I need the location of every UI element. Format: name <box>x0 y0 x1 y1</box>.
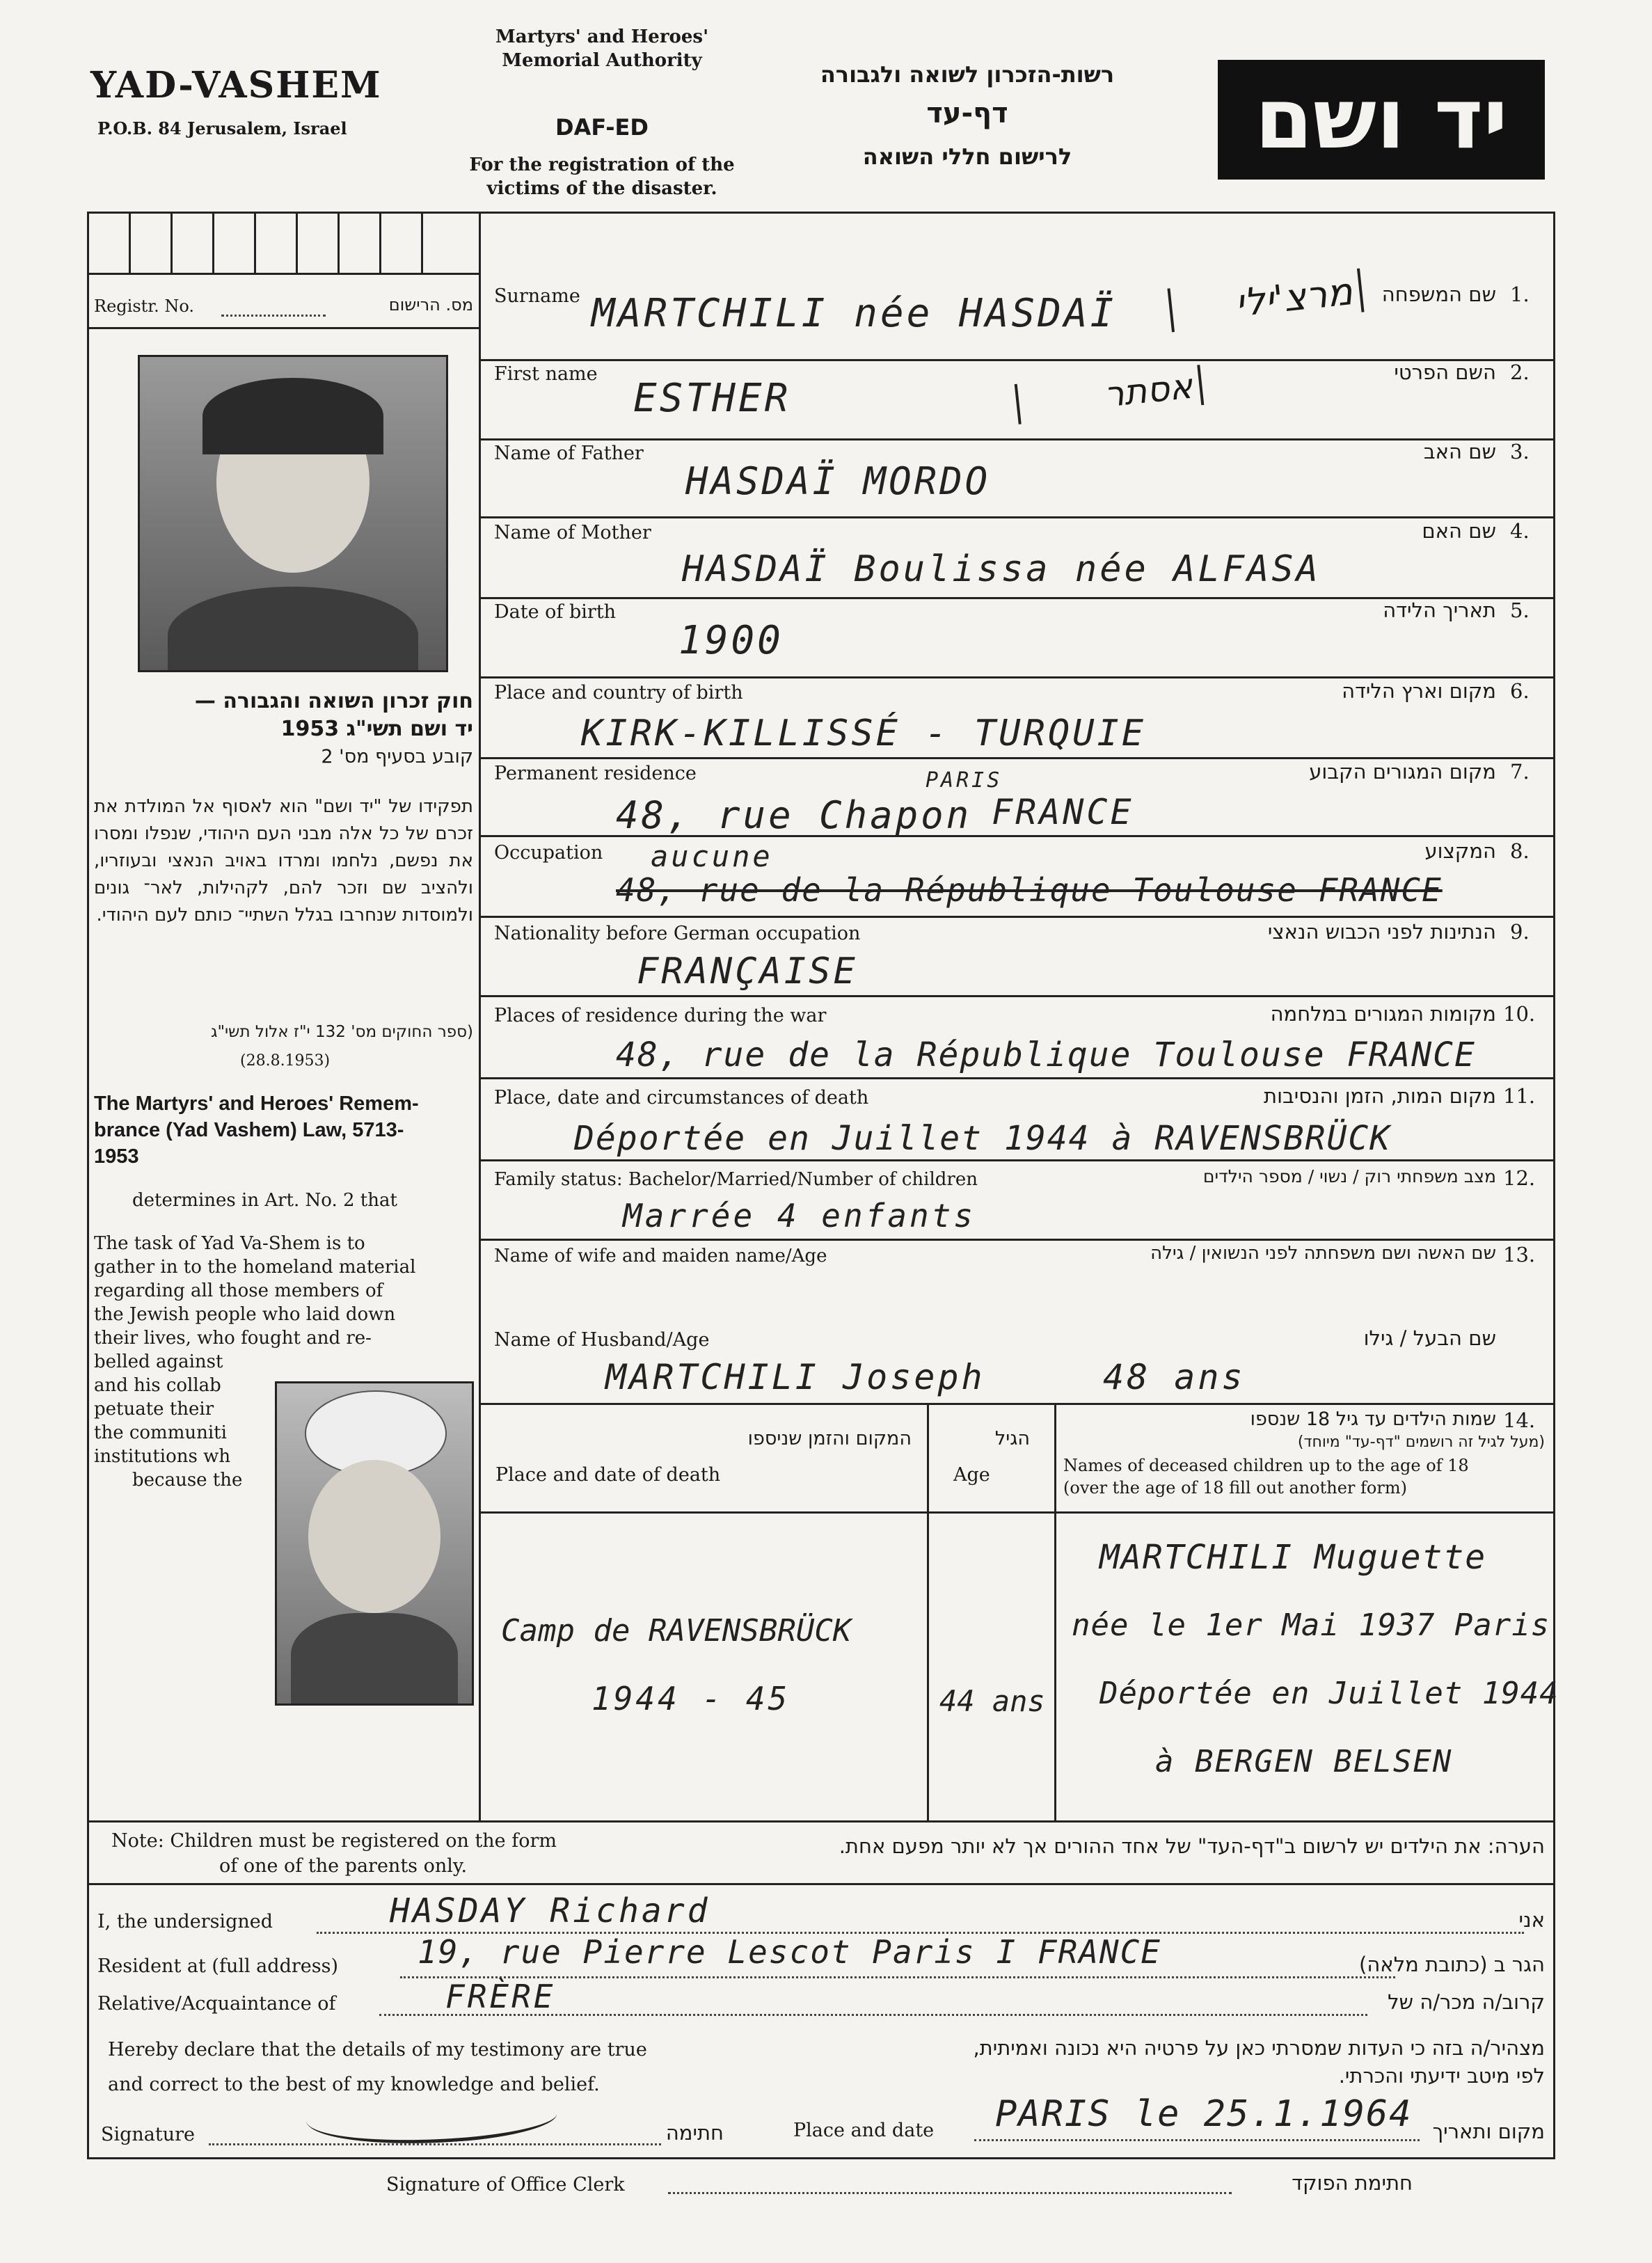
law-en-5: their lives, who fought and re- <box>94 1328 372 1349</box>
heb-daf-ed: דף-עד <box>926 97 1008 129</box>
note-en-1: Note: Children must be registered on the form <box>111 1830 557 1852</box>
field-nationality-label: Nationality before German occupation <box>494 923 861 944</box>
field-surname-heb: שם המשפחה <box>1381 283 1496 306</box>
resident-heb: הגר ב (כתובת מלאה) <box>1359 1953 1545 1976</box>
law-heb-ref: (ספר החוקים מס' 132 י"ז אלול תשי"ג <box>210 1023 473 1041</box>
org-title: YAD-VASHEM <box>90 64 382 106</box>
field-occupation-struck: 48, rue de la République Toulouse FRANCE <box>616 871 1443 909</box>
place-date-value[interactable]: PARIS le 25.1.1964 <box>995 2093 1413 2135</box>
law-en-10: institutions wh <box>94 1446 231 1467</box>
child-place-death[interactable]: Camp de RAVENSBRÜCK <box>501 1613 852 1649</box>
field-family-value[interactable]: Marrée 4 enfants <box>623 1197 976 1234</box>
field-death-value[interactable]: Déportée en Juillet 1944 à RAVENSBRÜCK <box>574 1119 1392 1158</box>
registr-label: Registr. No. <box>94 296 195 316</box>
child-date-death[interactable]: 1944 - 45 <box>591 1680 791 1717</box>
field-surname-label: Surname <box>494 285 580 307</box>
law-heb-title: חוק זכרון השואה והגבורה — <box>194 689 473 713</box>
relative-heb: קרוב/ה מכר/ה של <box>1388 1990 1545 2014</box>
center-line2: Memorial Authority <box>502 50 702 71</box>
undersigned-value[interactable]: HASDAY Richard <box>390 1891 710 1930</box>
field-residence-city[interactable]: PARIS <box>926 768 1003 793</box>
field-mother-num: 4. <box>1510 519 1530 543</box>
law-en-11: because the <box>132 1470 243 1491</box>
field-residence-num: 7. <box>1510 760 1530 784</box>
field-father-value[interactable]: HASDAÏ MORDO <box>685 459 991 503</box>
law-en-title-2: brance (Yad Vashem) Law, 5713- <box>94 1119 404 1141</box>
law-en-3: regarding all those members of <box>94 1280 383 1301</box>
field-firstname-label: First name <box>494 363 598 385</box>
photo-esther <box>138 355 448 672</box>
hereby-heb-2: לפי מיטב ידיעתי והכרתי. <box>1338 2064 1545 2088</box>
daf-ed-title: DAF-ED <box>555 114 649 141</box>
heb-registration: לרישום חללי השואה <box>862 143 1072 170</box>
yad-vashem-logo <box>1218 60 1545 180</box>
hereby-1: Hereby declare that the details of my testimony are true <box>108 2039 647 2060</box>
field-family-heb: מצב משפחתי רוק / נשוי / מספר הילדים <box>1202 1166 1496 1186</box>
center-line1: Martyrs' and Heroes' <box>495 26 709 47</box>
field-surname-value[interactable]: MARTCHILI née HASDAÏ <box>591 291 1117 336</box>
field-surname-note: מרצ'ילי <box>1167 269 1364 333</box>
undersigned-label: I, the undersigned <box>97 1911 273 1932</box>
field-death-heb: מקום המות, הזמן והנסיבות <box>1264 1084 1496 1108</box>
field-firstname-heb: השם הפרטי <box>1394 360 1496 384</box>
field-war-residence-value[interactable]: 48, rue de la République Toulouse FRANCE <box>616 1035 1476 1074</box>
center-line3: For the registration of the <box>469 154 735 175</box>
resident-label: Resident at (full address) <box>97 1955 338 1977</box>
law-en-7: and his collab <box>94 1375 221 1396</box>
child-camp[interactable]: à BERGEN BELSEN <box>1155 1744 1453 1779</box>
note-heb: הערה: את הילדים יש לרשום ב"דף-העד" של אחד ההורים אך לא יותר מפעם אחת. <box>839 1834 1545 1858</box>
field-birthplace-label: Place and country of birth <box>494 682 743 704</box>
children-age-heb: הגיל <box>994 1428 1030 1450</box>
field-war-residence-num: 10. <box>1503 1002 1536 1026</box>
law-en-title-1: The Martyrs' and Heroes' Remem- <box>94 1093 419 1115</box>
resident-value[interactable]: 19, rue Pierre Lescot Paris I FRANCE <box>418 1933 1161 1971</box>
law-en-2: gather in to the homeland material <box>94 1257 416 1278</box>
field-residence-country[interactable]: FRANCE <box>992 792 1134 832</box>
field-husband-label: Name of Husband/Age <box>494 1329 710 1351</box>
hereby-2: and correct to the best of my knowledge and belief. <box>108 2074 600 2095</box>
field-dob-value[interactable]: 1900 <box>678 618 784 663</box>
clerk-heb: חתימת הפוקד <box>1292 2171 1413 2195</box>
field-mother-heb: שם האם <box>1422 519 1496 543</box>
field-nationality-heb: הנתינות לפני הכבוש הנאצי <box>1267 920 1496 944</box>
field-husband-heb: שם הבעל / גילו <box>1363 1326 1496 1350</box>
field-dob-label: Date of birth <box>494 601 617 623</box>
photo-child <box>275 1381 474 1706</box>
law-en-6: belled against <box>94 1351 223 1372</box>
note-en-2: of one of the parents only. <box>219 1855 468 1877</box>
law-en-8: petuate their <box>94 1399 214 1420</box>
org-address: P.O.B. 84 Jerusalem, Israel <box>97 118 347 138</box>
field-birthplace-num: 6. <box>1510 679 1530 703</box>
field-firstname-num: 2. <box>1510 360 1530 384</box>
field-father-label: Name of Father <box>494 443 644 464</box>
field-father-num: 3. <box>1510 440 1530 463</box>
child-deported[interactable]: Déportée en Juillet 1944 <box>1099 1676 1559 1711</box>
field-husband-value[interactable]: MARTCHILI Joseph <box>605 1357 985 1397</box>
signature-heb: חתימה <box>665 2121 724 2145</box>
undersigned-heb: אני <box>1518 1908 1545 1932</box>
relative-value[interactable]: FRÈRE <box>445 1978 556 2015</box>
field-wife-num: 13. <box>1503 1243 1536 1267</box>
law-heb-date: (28.8.1953) <box>240 1052 331 1070</box>
field-occupation-num: 8. <box>1510 839 1530 863</box>
field-war-residence-label: Places of residence during the war <box>494 1005 827 1026</box>
field-mother-value[interactable]: HASDAÏ Boulissa née ALFASA <box>682 548 1321 590</box>
children-place-heb: המקום והזמן שניספו <box>747 1428 912 1450</box>
law-en-title-3: 1953 <box>94 1145 139 1168</box>
children-heb-title: שמות הילדים עד גיל 18 שנספו <box>1250 1408 1496 1430</box>
child-birth[interactable]: née le 1er Mai 1937 Paris <box>1072 1607 1550 1643</box>
law-en-4: the Jewish people who laid down <box>94 1304 396 1325</box>
signature-label: Signature <box>101 2124 196 2145</box>
field-birthplace-heb: מקום וארץ הלידה <box>1342 679 1496 703</box>
children-place-en: Place and date of death <box>495 1464 721 1486</box>
children-en-1: Names of deceased children up to the age of 18 <box>1063 1456 1469 1475</box>
logo-text: יד ושם <box>1255 71 1508 168</box>
field-father-heb: שם האב <box>1423 440 1496 463</box>
law-en-9: the communiti <box>94 1422 227 1443</box>
field-occupation-label: Occupation <box>494 842 603 864</box>
field-family-num: 12. <box>1503 1166 1536 1190</box>
field-residence-heb: מקום המגורים הקבוע <box>1309 760 1496 784</box>
field-death-num: 11. <box>1503 1084 1536 1108</box>
child-age[interactable]: 44 ans <box>939 1684 1045 1718</box>
field-residence-label: Permanent residence <box>494 763 697 784</box>
clerk-label: Signature of Office Clerk <box>386 2174 625 2195</box>
children-num: 14. <box>1503 1408 1536 1432</box>
field-dob-num: 5. <box>1510 598 1530 622</box>
child-name[interactable]: MARTCHILI Muguette <box>1099 1538 1487 1577</box>
field-husband-age[interactable]: 48 ans <box>1103 1357 1246 1397</box>
field-residence-value[interactable]: 48, rue Chapon <box>616 793 972 837</box>
field-war-residence-heb: מקומות המגורים במלחמה <box>1270 1002 1496 1026</box>
law-heb-text: תפקידו של "יד ושם" הוא לאסוף אל המולדת את זכרם של כל אלה מבני העם היהודי, שנפלו ומסרו את נפשם, נלחמו ומרדו באויב הנאצי ובעוזריו, ולהציב שם וזכר להם, לקהילות, לאר־ גונים ולמוסדות שנחרבו בגלל השתיי־ כותם לעם היהודי. <box>94 796 473 926</box>
field-nationality-value[interactable]: FRANÇAISE <box>637 951 858 992</box>
relative-label: Relative/Acquaintance of <box>97 1993 336 2015</box>
field-occupation-heb: המקצוע <box>1424 839 1496 863</box>
law-heb-art: קובע בסעיף מס' 2 <box>321 746 473 768</box>
field-death-label: Place, date and circumstances of death <box>494 1087 869 1109</box>
field-nationality-num: 9. <box>1510 920 1530 944</box>
field-surname-num: 1. <box>1510 283 1530 306</box>
center-line4: victims of the disaster. <box>486 178 717 199</box>
place-date-label: Place and date <box>793 2120 935 2141</box>
field-birthplace-value[interactable]: KIRK-KILLISSÉ - TURQUIE <box>581 713 1147 754</box>
field-firstname-value[interactable]: ESTHER <box>633 376 791 421</box>
hereby-heb-1: מצהיר/ה בזה כי העדות שמסרתי כאן על פרטיה היא נכונה ואמיתית, <box>973 2036 1545 2060</box>
children-heb-sub: (מעל לגיל זה רושמים "דף-עד" מיוחד) <box>1297 1434 1545 1451</box>
field-family-label: Family status: Bachelor/Married/Number of children <box>494 1169 978 1190</box>
field-wife-heb: שם האשה ושם משפחתה לפני הנשואין / גילה <box>1150 1243 1496 1264</box>
children-en-2: (over the age of 18 fill out another form) <box>1063 1478 1407 1498</box>
field-mother-label: Name of Mother <box>494 522 651 543</box>
place-date-heb: מקום ותאריך <box>1432 2120 1545 2143</box>
field-dob-heb: תאריך הלידה <box>1383 598 1496 622</box>
field-occupation-value[interactable]: aucune <box>651 839 773 873</box>
heb-authority: רשות-הזכרון לשואה ולגבורה <box>820 61 1115 88</box>
field-wife-label: Name of wife and maiden name/Age <box>494 1246 827 1267</box>
registr-heb: מס. הרישום <box>388 295 473 315</box>
law-en-art: determines in Art. No. 2 that <box>132 1190 397 1211</box>
field-firstname-note: אסתר <box>1015 365 1205 424</box>
law-heb-year: יד ושם תשי"ג 1953 <box>280 717 473 741</box>
children-age-en: Age <box>953 1464 990 1486</box>
law-en-1: The task of Yad Va-Shem is to <box>94 1233 365 1254</box>
